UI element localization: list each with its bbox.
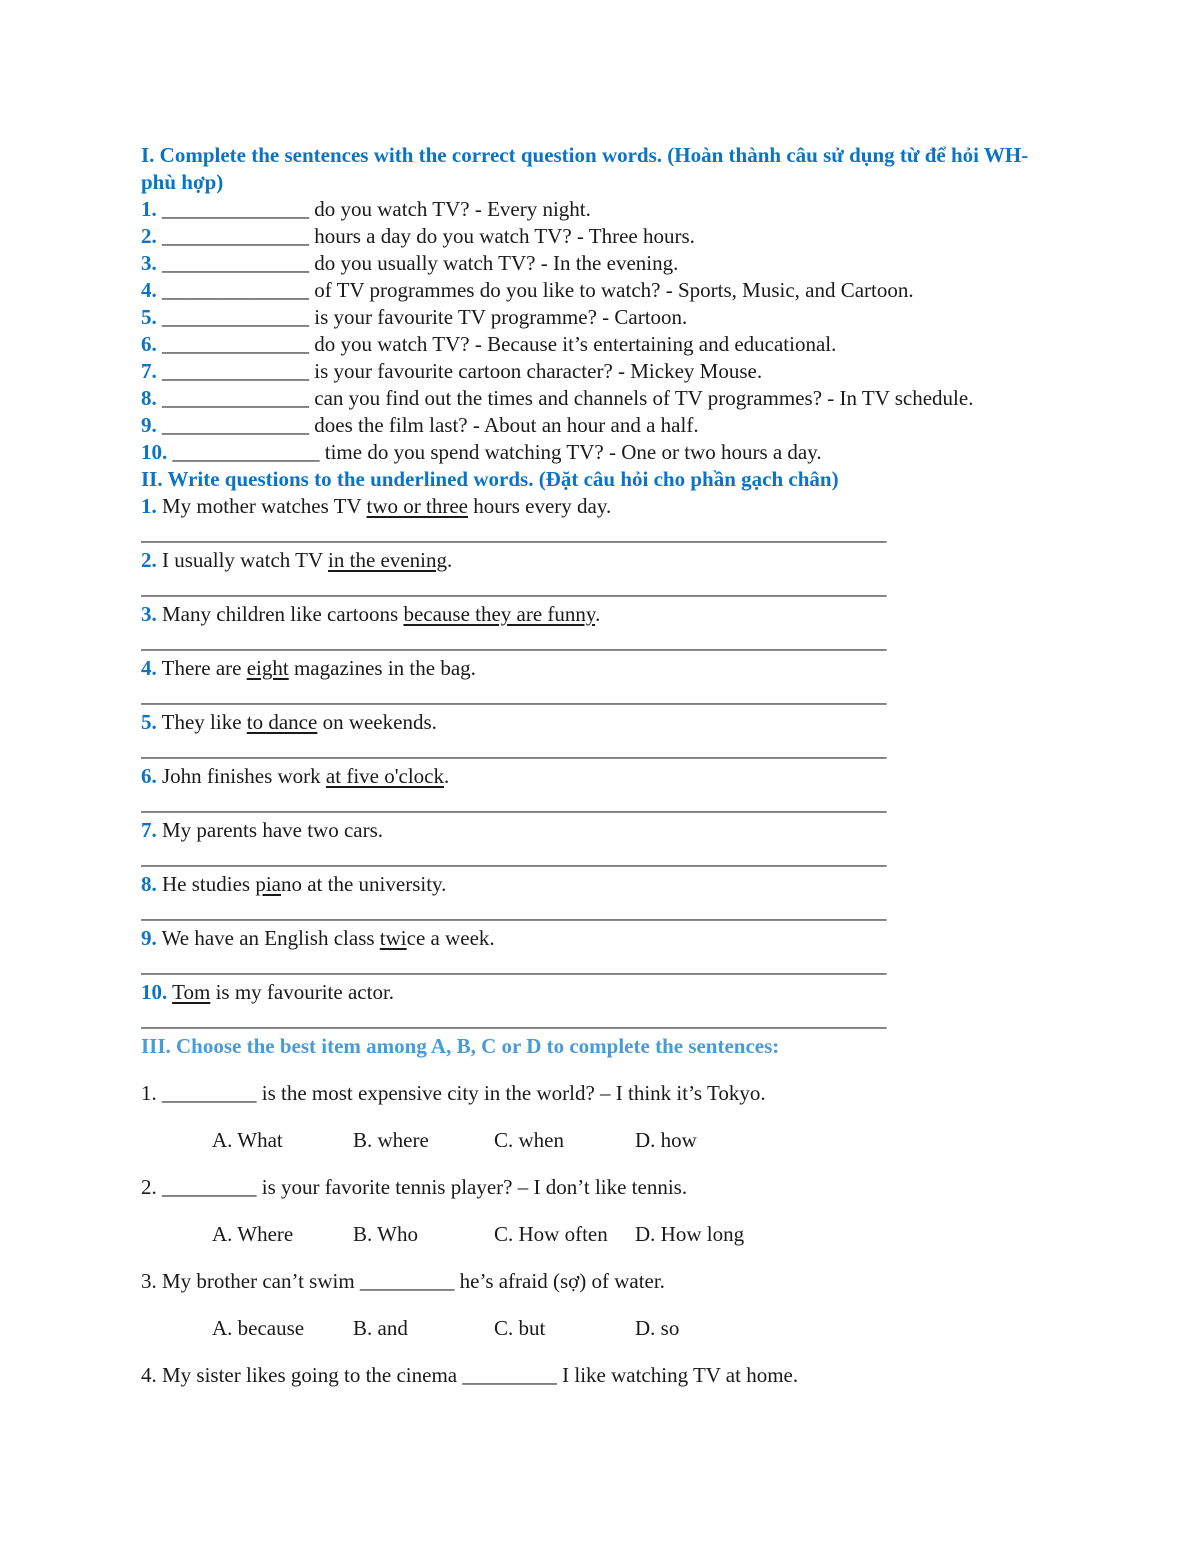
s2-item: 4. There are eight magazines in the bag.	[141, 656, 476, 680]
s1-item: 2. ______________ hours a day do you watch TV? - Three hours.	[141, 224, 695, 248]
section-2-title: II. Write questions to the underlined words. (Đặt câu hỏi cho phần gạch chân)	[141, 467, 839, 491]
option-d[interactable]: D. so	[635, 1316, 680, 1340]
worksheet-page	[141, 142, 1071, 1389]
answer-blank[interactable]: ______________	[162, 251, 309, 275]
s3-options	[141, 1315, 1071, 1342]
option-c[interactable]: C. but	[494, 1316, 546, 1340]
option-d[interactable]: D. How long	[635, 1222, 745, 1246]
s2-item: 6. John finishes work at five o'clock.	[141, 764, 450, 788]
option-a[interactable]: A. Where	[212, 1222, 294, 1246]
answer-blank[interactable]: ______________	[162, 305, 309, 329]
s2-item: 9. We have an English class twice a week.	[141, 926, 495, 950]
s1-item: 3. ______________ do you usually watch TV? - In the evening.	[141, 251, 679, 275]
s3-question: 2. _________ is your favorite tennis player? – I don’t like tennis.	[141, 1175, 688, 1199]
option-a[interactable]: A. What	[212, 1128, 283, 1152]
s2-item: 10. Tom is my favourite actor.	[141, 980, 395, 1004]
answer-line[interactable]: _______________________________________________________________________	[141, 791, 887, 815]
s1-item: 6. ______________ do you watch TV? - Because it’s entertaining and educational.	[141, 332, 837, 356]
option-d[interactable]: D. how	[635, 1128, 697, 1152]
answer-line[interactable]: _______________________________________________________________________	[141, 953, 887, 977]
option-b[interactable]: B. where	[353, 1128, 429, 1152]
answer-line[interactable]: _______________________________________________________________________	[141, 737, 887, 761]
s1-item: 4. ______________ of TV programmes do you like to watch? - Sports, Music, and Cartoon.	[141, 278, 914, 302]
option-b[interactable]: B. and	[353, 1316, 408, 1340]
s1-item: 1. ______________ do you watch TV? - Every night.	[141, 197, 591, 221]
section-3-title: III. Choose the best item among A, B, C or D to complete the sentences:	[141, 1034, 780, 1058]
s3-question: 1. _________ is the most expensive city in the world? – I think it’s Tokyo.	[141, 1081, 766, 1105]
answer-line[interactable]: _______________________________________________________________________	[141, 845, 887, 869]
s1-item: 7. ______________ is your favourite cartoon character? - Mickey Mouse.	[141, 359, 763, 383]
answer-blank[interactable]: ______________	[162, 413, 309, 437]
s1-item: 10. ______________ time do you spend watching TV? - One or two hours a day.	[141, 440, 822, 464]
answer-blank[interactable]: ______________	[162, 278, 309, 302]
section-1-list	[141, 196, 1071, 466]
s3-question: 4. My sister likes going to the cinema _________ I like watching TV at home.	[141, 1363, 799, 1387]
s1-item: 5. ______________ is your favourite TV programme? - Cartoon.	[141, 305, 688, 329]
answer-blank[interactable]: ______________	[172, 440, 320, 464]
s2-item: 2. I usually watch TV in the evening.	[141, 548, 453, 572]
option-b[interactable]: B. Who	[353, 1222, 418, 1246]
answer-line[interactable]: _______________________________________________________________________	[141, 575, 887, 599]
s3-options	[141, 1127, 1071, 1154]
answer-blank[interactable]: ______________	[162, 332, 309, 356]
option-c[interactable]: C. How often	[494, 1222, 608, 1246]
s2-item: 7. My parents have two cars.	[141, 818, 384, 842]
s2-item: 1. My mother watches TV two or three hours every day.	[141, 494, 612, 518]
answer-blank[interactable]: ______________	[162, 386, 309, 410]
s3-options	[141, 1221, 1071, 1248]
option-c[interactable]: C. when	[494, 1128, 564, 1152]
s1-item: 9. ______________ does the film last? - About an hour and a half.	[141, 413, 699, 437]
section-1-title: I. Complete the sentences with the correct question words. (Hoàn thành câu sử dụng từ để hỏi WH- phù hợp)	[141, 143, 1029, 194]
answer-line[interactable]: _______________________________________________________________________	[141, 629, 887, 653]
answer-blank[interactable]: ______________	[162, 197, 309, 221]
option-a[interactable]: A. because	[212, 1316, 305, 1340]
answer-line[interactable]: _______________________________________________________________________	[141, 683, 887, 707]
answer-blank[interactable]: ______________	[162, 224, 309, 248]
answer-line[interactable]: _______________________________________________________________________	[141, 1007, 887, 1031]
answer-line[interactable]: _______________________________________________________________________	[141, 899, 887, 923]
answer-line[interactable]: _______________________________________________________________________	[141, 521, 887, 545]
s2-item: 3. Many children like cartoons because they are funny.	[141, 602, 601, 626]
s1-item: 8. ______________ can you find out the times and channels of TV programmes? - In TV schedule.	[141, 386, 974, 410]
s3-question: 3. My brother can’t swim _________ he’s afraid (sợ) of water.	[141, 1269, 665, 1293]
section-2-list	[141, 493, 1071, 1033]
answer-blank[interactable]: ______________	[162, 359, 309, 383]
s2-item: 5. They like to dance on weekends.	[141, 710, 437, 734]
s2-item: 8. He studies piano at the university.	[141, 872, 447, 896]
